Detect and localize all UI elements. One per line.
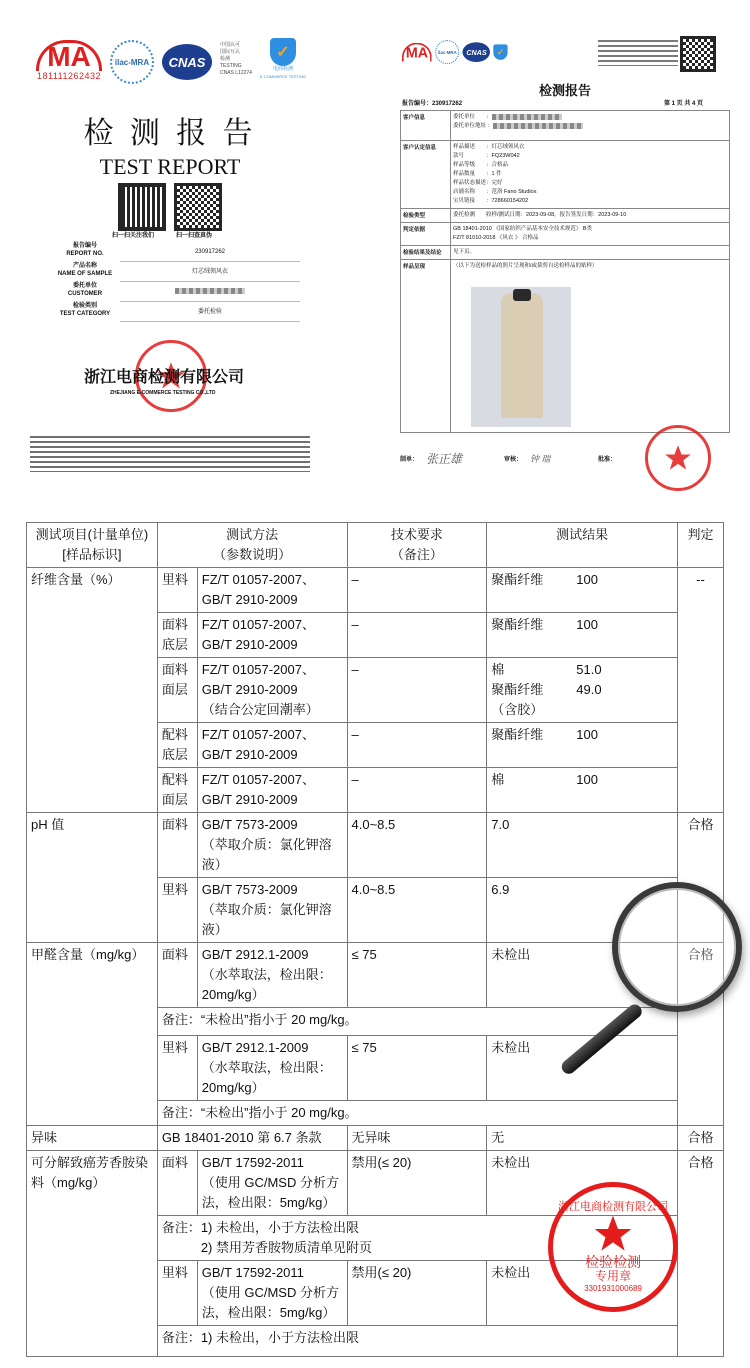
row-test-type: 检验类型 委托检测 收样/测试日期：2023-09-08，报告签发日期：2023-09-10	[401, 209, 729, 223]
table-header: 测试项目(计量单位) [样品标识] 测试方法 （参数说明） 技术要求 （备注） 测试结果 判定	[27, 523, 724, 568]
page-indicator: 第 1 页 共 4 页	[664, 101, 704, 107]
field-report-no: 报告编号 REPORT NO. 230917262	[50, 242, 300, 262]
row-sample-info: 客户认定信息 样品描述 ：灯芯绒领风衣 款号 ：FQ23W042 样品等级 ：合格品 样品数量 ：1 件 样品状态描述：完好 店铺名称 ：范洛 Fano Studios 宝贝链接 ：728660154202	[401, 141, 729, 209]
table-row: 配料底层 FZ/T 01057-2007、GB/T 2910-2009 – 聚酯纤维 100	[27, 723, 724, 768]
verify-qr-code[interactable]	[174, 183, 222, 231]
field-sample-name: 产品名称 NAME OF SAMPLE 灯芯绒领风衣	[50, 262, 300, 282]
table-row: 纤维含量（%） 里料 FZ/T 01057-2007、GB/T 2910-2009 – 聚酯纤维 100 --	[27, 568, 724, 613]
table-row: 配料面层 FZ/T 01057-2007、GB/T 2910-2009 – 棉 100	[27, 768, 724, 813]
report-title: 检测报告	[538, 83, 591, 98]
table-note-row: 备注：“未检出”指小于 20 mg/kg。	[27, 1101, 724, 1126]
cover-title-cn: 检 测 报 告	[83, 117, 257, 150]
cover-title-en: TEST REPORT	[99, 154, 241, 179]
cover-fields	[50, 242, 300, 322]
ecommerce-testing-badge: ✓ 电商检测 E-COMMERCE TESTING	[258, 38, 308, 80]
field-customer: 委托单位 CUSTOMER	[50, 282, 300, 302]
report-logos	[402, 40, 508, 64]
report-qr-code[interactable]	[680, 36, 716, 72]
table-note-row: 备注：1) 未检出，小于方法检出限	[27, 1326, 724, 1357]
row-sample-photo: 样品呈现 （以下为送检样品的照片呈现和/或裁剪自送检样品的贴样）	[401, 260, 729, 432]
table-row: 异味 GB 18401-2010 第 6.7 条款 无异味 无 合格	[27, 1126, 724, 1151]
coat-shape	[501, 293, 543, 418]
row-basis: 判定依据 GB 18401-2010 《国家纺织产品基本安全技术规范》 B类 FZ/T 81010-2018 《风衣 》 合格品	[401, 223, 729, 246]
table-note-row: 备注：“未检出”指小于 20 mg/kg。	[27, 1008, 724, 1036]
table-row: 里料 GB/T 7573-2009 （萃取介质：氯化钾溶液） 4.0~8.5 6.9	[27, 878, 724, 943]
qr-label-verify: 扫一扫查真伪	[176, 233, 213, 239]
sample-coat-photo	[471, 287, 571, 427]
row-customer-info: 客户信息 委托单位 ： 委托单位地址 ：	[401, 111, 729, 141]
company-name-cn: 浙江电商检测有限公司	[84, 369, 245, 386]
table-row: 面料面层 FZ/T 01057-2007、GB/T 2910-2009 （结合公定回潮率） – 棉 51.0 聚酯纤维 49.0 （含胶）	[27, 658, 724, 723]
magnifying-glass-icon	[612, 882, 742, 1012]
qr-label-follow: 扫一扫关注我们	[112, 233, 155, 239]
table-row: 里料 GB/T 17592-2011 （使用 GC/MSD 分析方法，检出限：5mg/kg） 禁用(≤ 20) 未检出	[27, 1261, 724, 1326]
signatures: 制单： 张正雄 审核： 钟 瑞 批准：	[400, 452, 617, 466]
report-number: 报告编号：230917262	[402, 101, 463, 107]
star-icon	[664, 444, 692, 472]
check-shield-icon: ✓	[270, 38, 296, 66]
table-row: 可分解致癌芳香胺染料（mg/kg） 面料 GB/T 17592-2011 （使用 GC/MSD 分析方法，检出限：5mg/kg） 禁用(≤ 20) 未检出 合格	[27, 1151, 724, 1216]
star-icon	[593, 1214, 633, 1254]
cma-logo: MA 181111262432	[36, 41, 102, 81]
report-seal	[645, 425, 711, 491]
contact-info	[598, 40, 678, 66]
cnas-logo: CNAS	[162, 44, 212, 80]
table-row: 面料底层 FZ/T 01057-2007、GB/T 2910-2009 – 聚酯纤维 100	[27, 613, 724, 658]
ilac-mra-logo: ilac-MRA	[110, 40, 154, 84]
follow-qr-code[interactable]	[118, 183, 166, 231]
row-conclusion: 检验结果及结论 见下页。	[401, 246, 729, 260]
disclaimer-fine-print	[30, 436, 310, 472]
cnas-text: 中国认可 国际互认 检测 TESTING CNAS L12274	[220, 42, 252, 76]
cnas-logo-small: CNAS	[463, 42, 491, 62]
field-test-category: 检验类别 TEST CATEGORY 委托检验	[50, 302, 300, 322]
table-row: pH 值 面料 GB/T 7573-2009 （萃取介质：氯化钾溶液） 4.0~8.5 7.0 合格	[27, 813, 724, 878]
report-info-table	[400, 110, 730, 433]
company-name-en: ZHEJIANG E-COMMERCE TESTING CO.,LTD	[110, 390, 216, 396]
ecommerce-shield-icon: ✓	[494, 44, 508, 59]
cma-logo-small: MA	[402, 43, 432, 62]
redacted-customer	[175, 288, 245, 294]
table-note-row: 备注：1) 未检出，小于方法检出限 2) 禁用芳香胺物质清单见附页	[27, 1216, 724, 1261]
coat-collar	[513, 289, 531, 301]
table-row: 里料 GB/T 2912.1-2009 （水萃取法，检出限：20mg/kg） ≤ 75 未检出	[27, 1036, 724, 1101]
ilac-logo-small: ilac-MRA	[435, 40, 459, 64]
table-row: 甲醛含量（mg/kg） 面料 GB/T 2912.1-2009 （水萃取法，检出限：20mg/kg） ≤ 75 未检出 合格	[27, 943, 724, 1008]
inspection-seal: 浙江电商检测有限公司 检验检测 专用章 3301931000689	[548, 1182, 678, 1312]
